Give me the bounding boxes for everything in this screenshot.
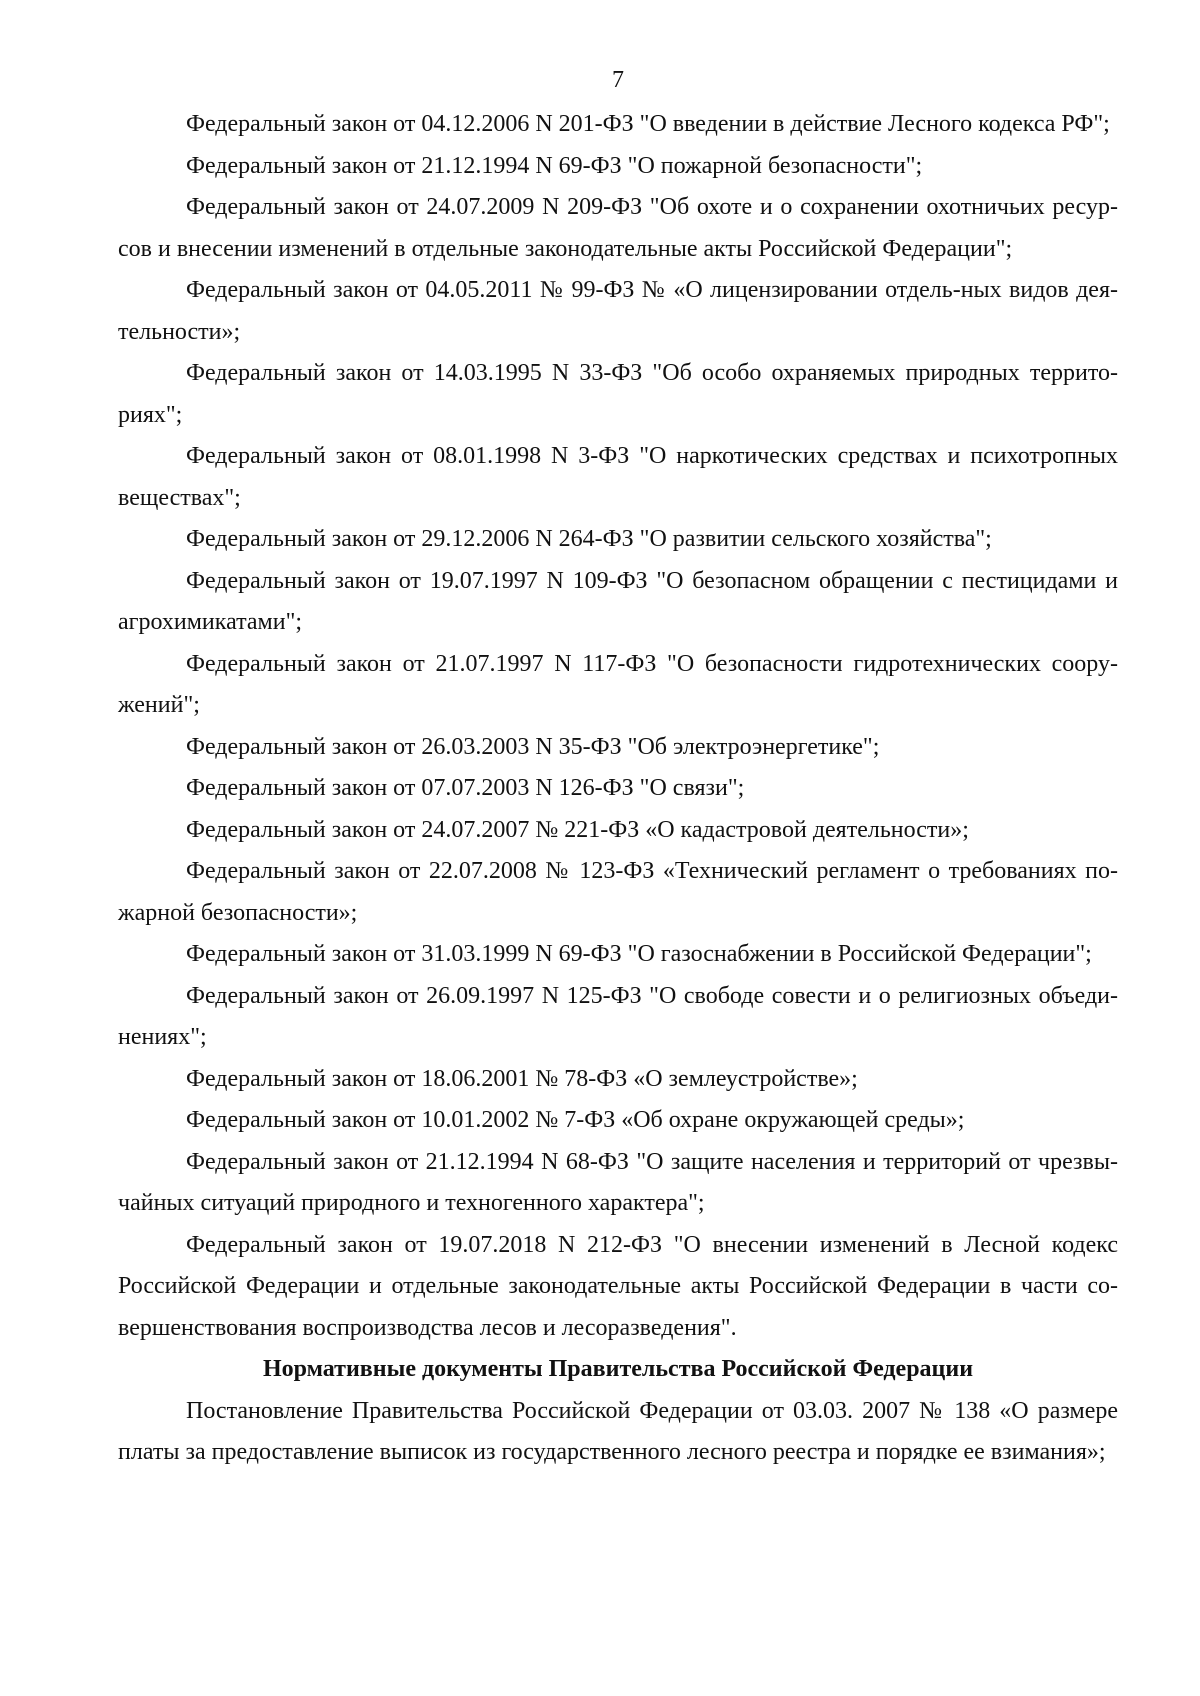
page-number: 7: [612, 67, 624, 93]
law-entry: Федеральный закон от 29.12.2006 N 264-ФЗ "О развитии сельского хозяйства";: [186, 526, 992, 552]
law-entry: Федеральный закон от 19.07.2018 N 212-ФЗ "О внесении изменений в Лесной кодекс Российской Федерации и отдельные законодательные акты Российской Федерации в части совершенствования воспроизводства лесов и лесоразведения".: [118, 1231, 1118, 1341]
law-entry: Федеральный закон от 26.03.2003 N 35-ФЗ "Об электроэнергетике";: [186, 733, 880, 760]
law-entry: Федеральный закон от 21.12.1994 N 68-ФЗ "О защите населения и территорий от чрезвычайных ситуаций природного и техногенного характера";: [118, 1148, 1118, 1216]
law-entry: Федеральный закон от 19.07.1997 N 109-ФЗ "О безопасном обращении с пестицидами и агрохимикатами";: [118, 567, 1118, 635]
law-entry: Федеральный закон от 22.07.2008 № 123-ФЗ «Технический регламент о требованиях пожарной безопасности»;: [118, 858, 1118, 926]
law-entry: Федеральный закон от 21.12.1994 N 69-ФЗ "О пожарной безопасности";: [186, 152, 923, 179]
law-entry: Федеральный закон от 31.03.1999 N 69-ФЗ "О газоснабжении в Российской Федерации";: [186, 941, 1092, 967]
law-entry: Федеральный закон от 24.07.2007 № 221-ФЗ «О кадастровой деятельности»;: [186, 816, 969, 843]
law-entry: Федеральный закон от 14.03.1995 N 33-ФЗ "Об особо охраняемых природных территориях";: [118, 360, 1118, 428]
law-entry: Федеральный закон от 04.05.2011 № 99-ФЗ № «О лицензировании отдель-ных видов деятельности»;: [118, 277, 1118, 345]
law-entry: Федеральный закон от 07.07.2003 N 126-ФЗ "О связи";: [186, 775, 745, 801]
law-entry: Федеральный закон от 24.07.2009 N 209-ФЗ "Об охоте и о сохранении охотничьих ресурсов и внесении изменений в отдельные законодательные акты Российской Федерации";: [118, 194, 1118, 262]
law-entry: Федеральный закон от 04.12.2006 N 201-ФЗ "О введении в действие Лесного кодекса РФ";: [186, 111, 1110, 137]
law-entry: Федеральный закон от 18.06.2001 № 78-ФЗ «О землеустройстве»;: [186, 1065, 858, 1092]
section-heading: Нормативные документы Правительства Российской Федерации: [262, 1356, 974, 1382]
law-entry: Федеральный закон от 21.07.1997 N 117-ФЗ "О безопасности гидротехнических сооружений";: [118, 650, 1118, 718]
law-entry: Федеральный закон от 08.01.1998 N 3-ФЗ "О наркотических средствах и психотропных веществах";: [118, 443, 1118, 511]
law-entry: Федеральный закон от 26.09.1997 N 125-ФЗ "О свободе совести и о религиозных объединениях";: [118, 982, 1118, 1050]
law-entry: Федеральный закон от 10.01.2002 № 7-ФЗ «Об охране окружающей среды»;: [186, 1107, 965, 1133]
resolution-entry: Постановление Правительства Российской Федерации от 03.03. 2007 № 138 «О размере платы за предоставление выписок из государственного лесного реестра и порядке ее взимания»;: [118, 1397, 1118, 1465]
